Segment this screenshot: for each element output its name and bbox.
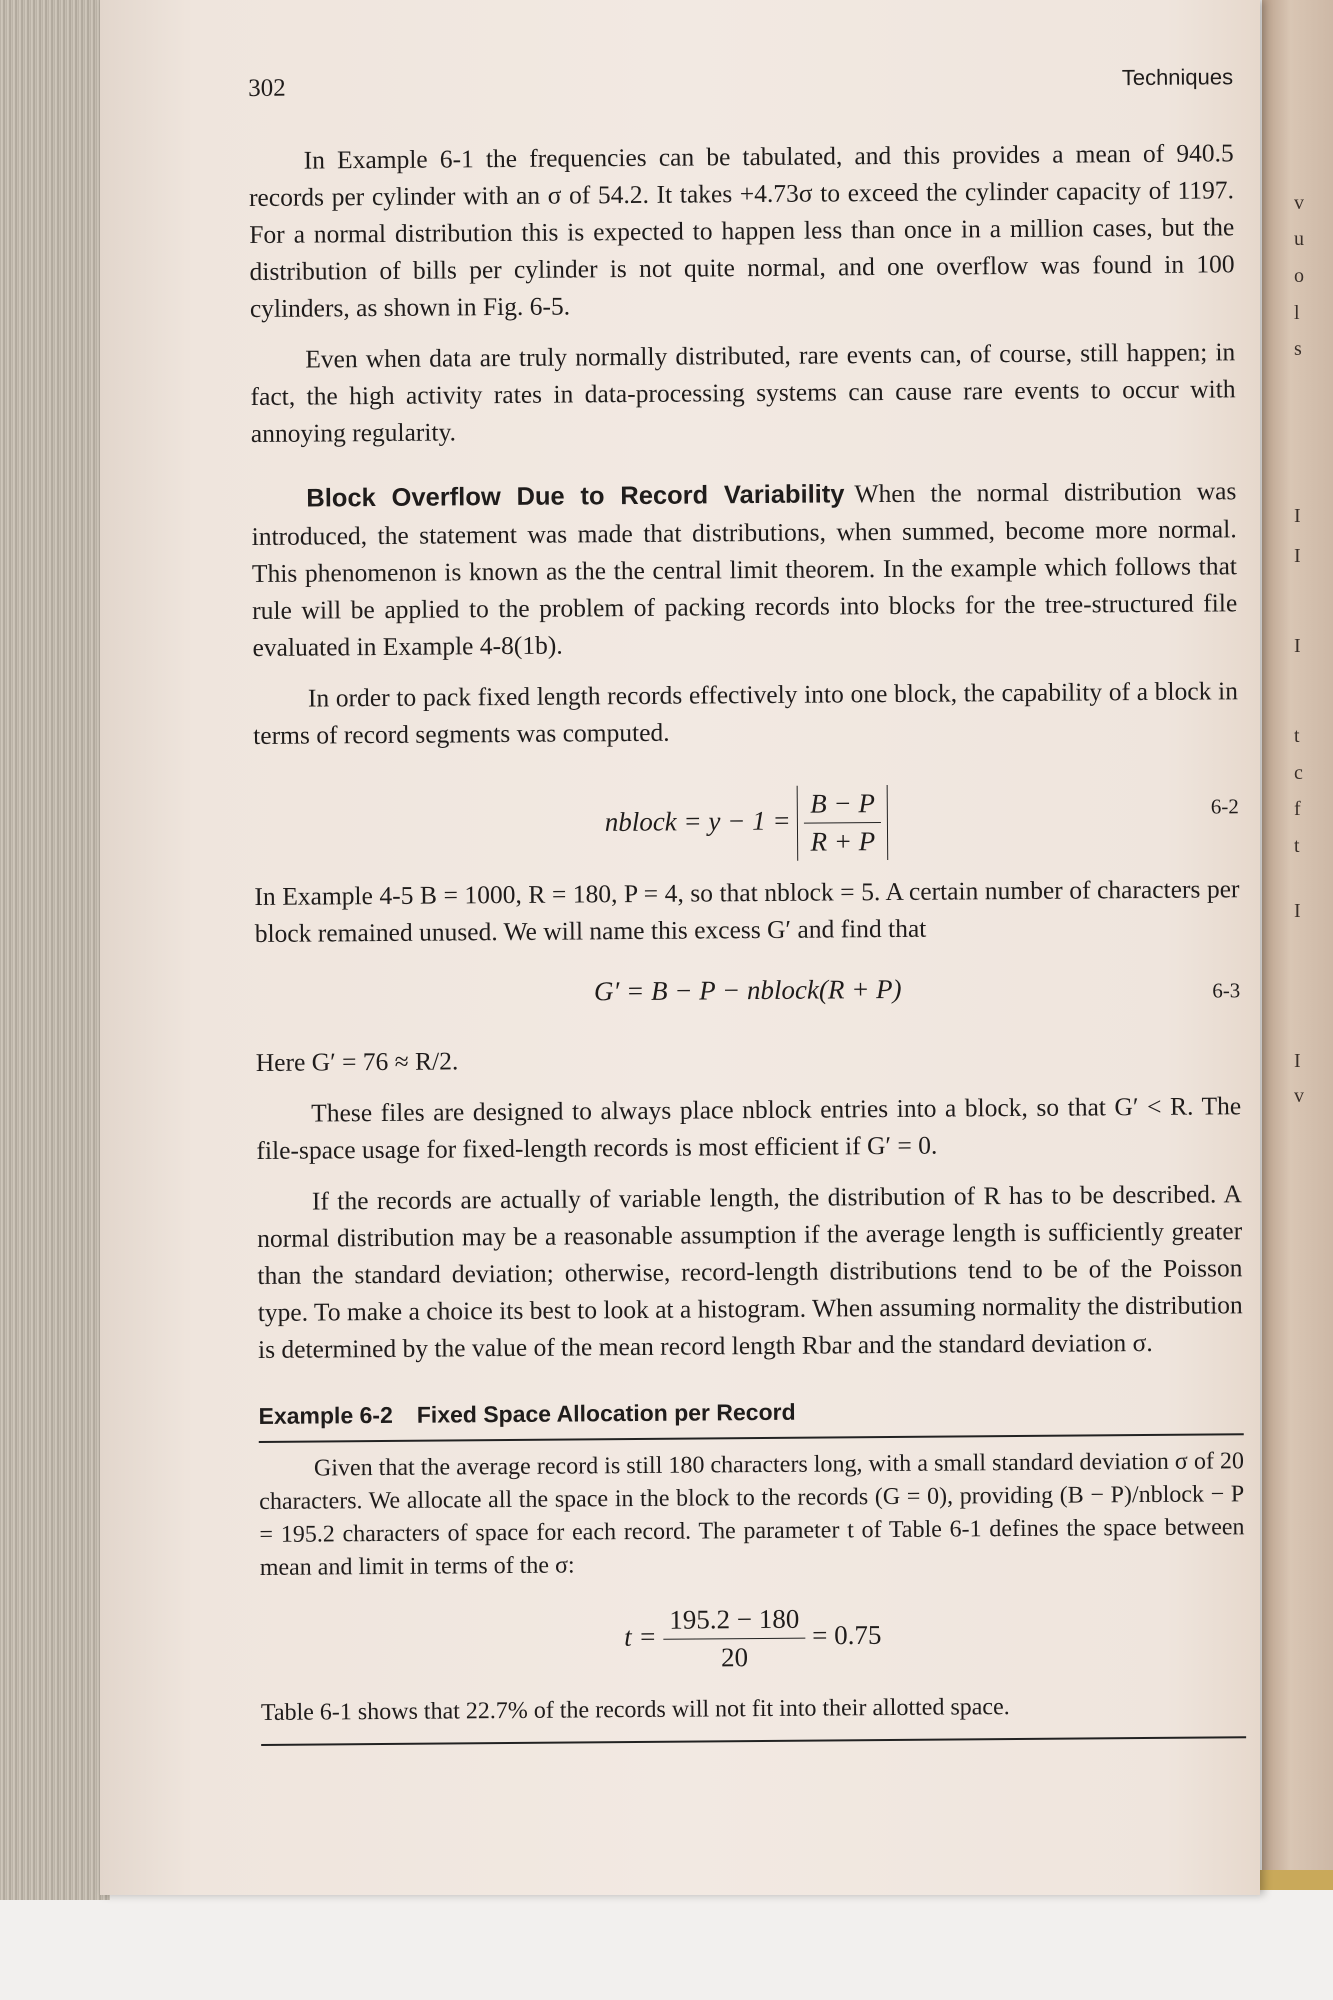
equation-number: 6-2 [1210, 794, 1239, 819]
adjacent-page-text: I [1294, 1050, 1301, 1072]
adjacent-page-text: I [1294, 505, 1301, 527]
fraction-denominator: R + P [810, 826, 876, 857]
page-content [248, 62, 1246, 1756]
fraction [663, 1601, 806, 1677]
paragraph-text: When the normal distribution was introduced, the statement was made that distributions, when summed, become more normal. This phenomenon is known as the the central limit theorem. In the example which follows that rule will be applied to the problem of packing records into blocks for the tree-structured file evaluated in Example 4-8(1b). [251, 476, 1238, 662]
adjacent-page-text: u [1294, 228, 1304, 250]
page-edges [0, 0, 110, 1900]
adjacent-page-text: t [1294, 725, 1300, 747]
adjacent-page-text: l [1294, 302, 1300, 324]
fraction-numerator: B − P [804, 785, 881, 824]
equation-6-3 [255, 960, 1240, 1028]
running-head: Techniques [1121, 64, 1234, 91]
paragraph: In Example 4-5 B = 1000, R = 180, P = 4, so that nblock = 5. A certain number of characters per block remained unused. We will name this excess G′ and find that [254, 874, 1240, 948]
section-heading: Block Overflow Due to Record Variability [306, 480, 845, 513]
paragraph: In Example 6-1 the frequencies can be tabulated, and this provides a mean of 940.5 records per cylinder with an σ of 54.2. It takes +4.73σ to exceed the cylinder capacity of 1197. For a normal distribution this is expected to happen less than once in a million cases, but the distribution of bills per cylinder is not quite normal, and one overflow was found in 100 cylinders, as shown in Fig. 6-5. [248, 138, 1235, 323]
equation-number: 6-3 [1212, 978, 1241, 1003]
equation-rhs: = 0.75 [812, 1619, 882, 1651]
adjacent-page-text: o [1294, 265, 1304, 287]
section-paragraph [251, 472, 1237, 666]
adjacent-page-text: v [1294, 192, 1304, 214]
page-number: 302 [248, 74, 286, 102]
example-equation [260, 1593, 1246, 1681]
equation-lhs: nblock = y − 1 = [604, 805, 791, 837]
fraction-denominator: 20 [720, 1642, 749, 1673]
adjacent-page-text: f [1294, 798, 1301, 820]
example-paragraph: Given that the average record is still 180 characters long, with a small standard deviation σ of 20 characters. We allocate all the space in the block to the records (G = 0), providing (B − P)/nblock − P = 195.2 characters of space for each record. The parameter t of Table 6-1 defines the space between mean and limit in terms of the σ: [259, 1448, 1245, 1581]
example-title: Fixed Space Allocation per Record [416, 1398, 796, 1428]
adjacent-page-text: c [1294, 762, 1303, 784]
adjacent-page [1262, 0, 1333, 1880]
paragraph: These files are designed to always place nblock entries into a block, so that G′ < R. The file-space usage for fixed-length records is most efficient if G′ = 0. [256, 1091, 1242, 1165]
paragraph: If the records are actually of variable length, the distribution of R has to be described. A normal distribution may be a reasonable assumption if the average length is sufficiently greater than the standard deviation; otherwise, record-length distributions tend to be of the Poisson type. To make a choice its best to look at a histogram. When assuming normality the distribution is determined by the value of the mean record length Rbar and the standard deviation σ. [257, 1179, 1243, 1364]
equation-lhs: t = [624, 1621, 657, 1652]
adjacent-page-text: t [1294, 835, 1300, 857]
adjacent-page-text: I [1294, 900, 1301, 922]
page-gilt-edge [1255, 1870, 1333, 1890]
equation-6-2 [253, 762, 1239, 862]
equation-expression: G′ = B − P − nblock(R + P) [593, 973, 902, 1007]
adjacent-page-text: s [1294, 338, 1302, 360]
example-top-rule [259, 1433, 1244, 1443]
adjacent-page-text: v [1294, 1085, 1304, 1107]
adjacent-page-text: I [1294, 635, 1301, 657]
adjacent-page-text: I [1294, 545, 1301, 567]
example-heading [258, 1390, 1243, 1435]
paragraph: Even when data are truly normally distributed, rare events can, of course, still happen; in fact, the high activity rates in data-processing systems can cause rare events to occur with annoying regularity. [250, 337, 1236, 448]
example-conclusion: Table 6-1 shows that 22.7% of the records will not fit into their allotted space. [260, 1694, 1010, 1726]
paragraph: Here G′ = 76 ≈ R/2. [255, 1046, 459, 1077]
fraction-numerator: 195.2 − 180 [663, 1601, 805, 1640]
floor-bracket [797, 785, 888, 861]
example-bottom-rule [261, 1736, 1246, 1746]
paragraph: In order to pack fixed length records effectively into one block, the capability of a block in terms of record segments was computed. [253, 676, 1239, 750]
example-label: Example 6-2 [258, 1401, 393, 1429]
fraction [804, 785, 881, 861]
